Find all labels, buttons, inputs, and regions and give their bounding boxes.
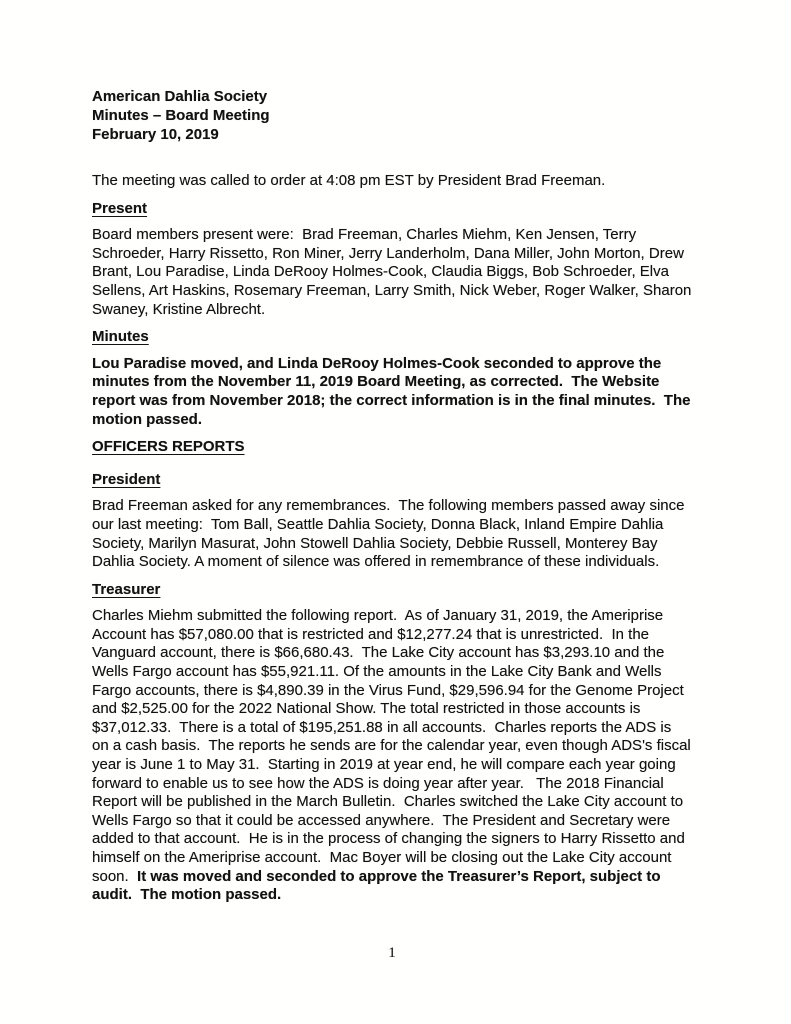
- section-heading-minutes: Minutes: [92, 328, 149, 346]
- doc-header: [92, 87, 692, 144]
- doc-type-line: Minutes – Board Meeting: [92, 107, 270, 124]
- treasurer-report-paragraph: [92, 607, 695, 905]
- president-report-paragraph: Brad Freeman asked for any remembrances. The following members passed away since our last meeting: Tom Ball, Seattle Dahlia Society, Donna Black, Inland Empire Dahlia Society, Marilyn Masurat, John Stowell Dahlia Society, Debbie Russell, Monterey Bay Dahlia Society. A moment of silence was offered in remembrance of these individuals.: [92, 497, 689, 571]
- section-heading-president: President: [92, 470, 161, 488]
- treasurer-motion-text: It was moved and seconded to approve the Treasurer’s Report, subject to audit. The motion passed.: [92, 867, 665, 904]
- section-heading-present: Present: [92, 199, 148, 217]
- section-heading-officers-reports: OFFICERS REPORTS: [92, 438, 245, 456]
- page-number: 1: [388, 945, 396, 961]
- doc-org-title: American Dahlia Society: [92, 88, 268, 105]
- section-heading-treasurer: Treasurer: [92, 580, 161, 598]
- call-to-order-line: The meeting was called to order at 4:08 pm EST by President Brad Freeman.: [92, 172, 606, 189]
- minutes-motion-paragraph: Lou Paradise moved, and Linda DeRooy Holmes-Cook seconded to approve the minutes from the November 11, 2019 Board Meeting, as corrected. The Website report was from November 2018; the correct information is in the final minutes. The motion passed.: [92, 354, 695, 428]
- present-members-paragraph: Board members present were: Brad Freeman, Charles Miehm, Ken Jensen, Terry Schroeder, Harry Rissetto, Ron Miner, Jerry Landerholm, Dana Miller, John Morton, Drew Brant, Lou Paradise, Linda DeRooy Holmes-Cook, Claudia Biggs, Bob Schroeder, Elva Sellens, Art Haskins, Rosemary Freeman, Larry Smith, Nick Weber, Roger Walker, Sharon Swaney, Kristine Albrecht.: [92, 226, 696, 318]
- treasurer-report-text: Charles Miehm submitted the following report. As of January 31, 2019, the Ameriprise Account has $57,080.00 that is restricted and $12,277.24 that is unrestricted. In the Vanguard account, there is $66,680.43. The Lake City account has $3,293.10 and the Wells Fargo account has $55,921.11. Of the amounts in the Lake City Bank and Wells Fargo accounts, there is $4,890.39 in the Virus Fund, $29,596.94 for the Genome Project and $2,525.00 for the 2022 National Show. The total restricted in those accounts is $37,012.33. There is a total of $195,251.88 in all accounts. Charles reports the ADS is on a cash basis. The reports he sends are for the calendar year, even though ADS's fiscal year is June 1 to May 31. Starting in 2019 at year end, he will compare each year going forward to enable us to see how the ADS is doing year after year. The 2018 Financial Report will be published in the March Bulletin. Charles switched the Lake City account to Wells Fargo so that it could be accessed anywhere. The President and Secretary were added to that account. He is in the process of changing the signers to Harry Rissetto and himself on the Ameriprise account. Mac Boyer will be closing out the Lake City account soon.: [92, 607, 695, 885]
- doc-date-line: February 10, 2019: [92, 126, 219, 143]
